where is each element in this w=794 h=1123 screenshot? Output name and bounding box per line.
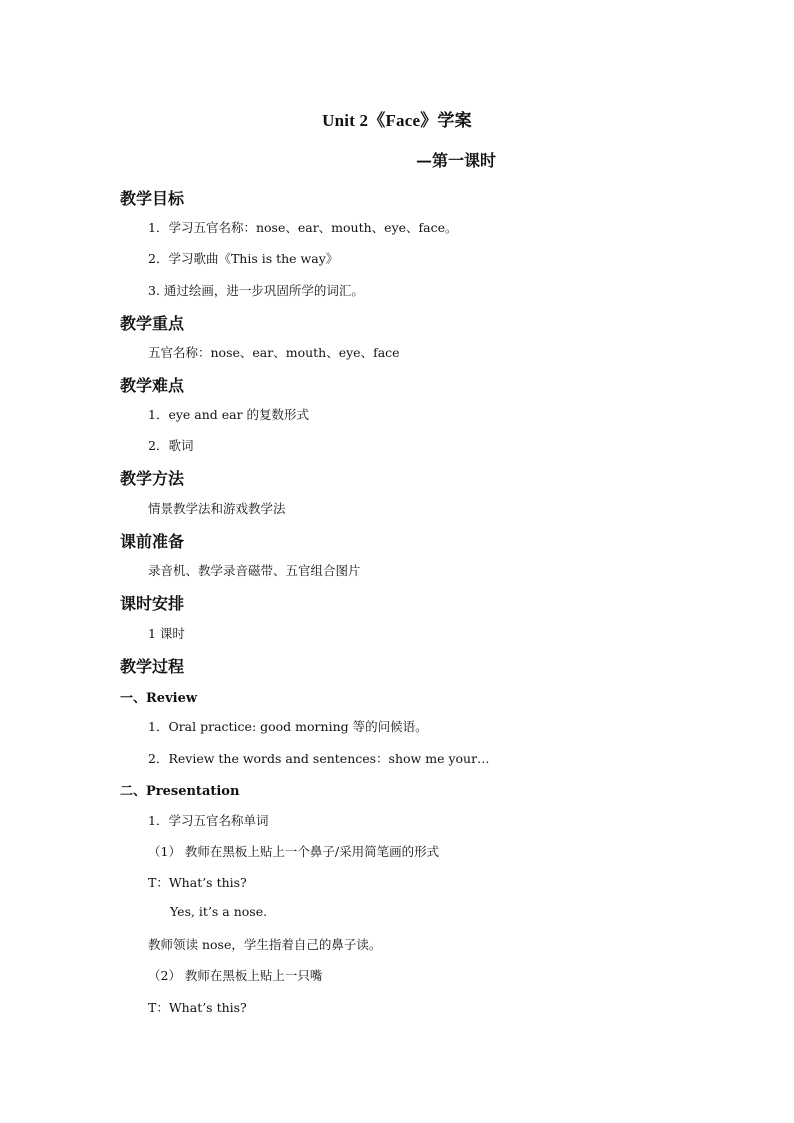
section-heading-preparation: 课前准备 [120,532,185,551]
dialogue-line-question-1: T：What’s this? [148,875,247,890]
presentation-item-1: 1．学习五官名称单词 [148,813,269,828]
presentation-step-2: （2） 教师在黑板上贴上一只嘴 [148,968,323,983]
objective-item-2: 2．学习歌曲《This is the way》 [148,251,339,266]
presentation-note: 教师领读 nose，学生指着自己的鼻子读。 [148,937,382,952]
section-heading-process: 教学过程 [120,657,185,676]
section-heading-key-points: 教学重点 [120,314,185,333]
subsection-presentation: 二、Presentation [120,784,240,799]
difficulty-item-2: 2．歌词 [148,438,194,453]
section-heading-schedule: 课时安排 [120,594,185,613]
section-heading-difficulties: 教学难点 [120,376,185,395]
objective-item-3: 3. 通过绘画，进一步巩固所学的词汇。 [148,283,364,298]
section-heading-objectives: 教学目标 [120,189,185,208]
document-subtitle: —第一课时 [416,151,497,170]
document-title: Unit 2《Face》学案 [322,111,472,130]
review-item-1: 1．Oral practice: good morning 等的问候语。 [148,719,428,734]
dialogue-line-question-2: T：What’s this? [148,1000,247,1015]
methods-text: 情景教学法和游戏教学法 [148,501,286,516]
key-points-text: 五官名称：nose、ear、mouth、eye、face [148,345,400,360]
schedule-text: 1 课时 [148,626,185,641]
presentation-step-1: （1） 教师在黑板上贴上一个鼻子/采用简笔画的形式 [148,844,440,859]
difficulty-item-1: 1．eye and ear 的复数形式 [148,407,310,422]
section-heading-methods: 教学方法 [120,469,185,488]
subsection-review: 一、Review [120,691,198,706]
objective-item-1: 1．学习五官名称：nose、ear、mouth、eye、face。 [148,220,458,235]
preparation-text: 录音机、教学录音磁带、五官组合图片 [148,563,361,578]
review-item-2: 2．Review the words and sentences：show me your… [148,751,490,766]
dialogue-line-answer-1: Yes, it’s a nose. [170,904,268,919]
